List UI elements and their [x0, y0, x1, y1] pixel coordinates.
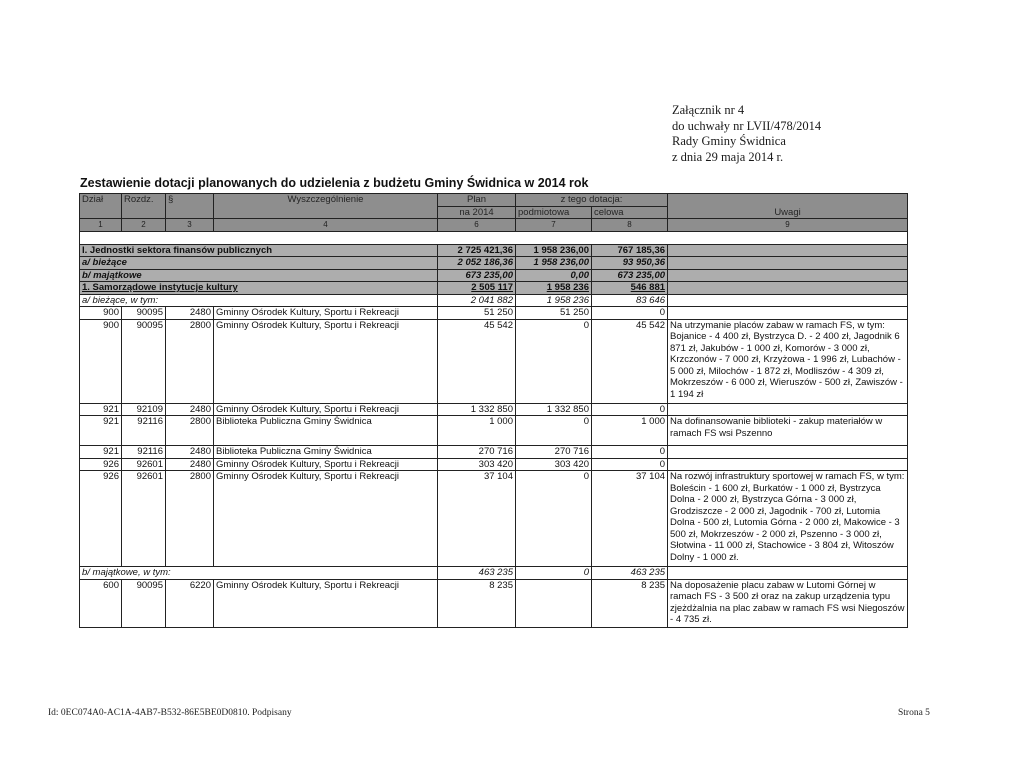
cell-podmiotowa: 270 716	[516, 446, 592, 459]
section-row	[80, 282, 908, 295]
header-dzial: Dział	[80, 194, 122, 219]
cell-uwagi: Na rozwój infrastruktury sportowej w ramach FS, w tym: Boleścin - 1 600 zł, Burkatów - 1 000 zł, Bystrzyca Dolna - 2 000 zł, Bystrzyca Górna - 3 000 zł, Grodziszcze - 2 000 zł, Jagodnik - 700 zł, Lutomia Dolna - 500 zł, Lutomia Górna - 2 000 zł, Makowice - 3 500 zł, Mokrzeszów - 2 000 zł, Pszenno - 3 000 zł, Słotwina - 11 000 zł, Stachowice - 3 804 zł, Witoszów Dolny - 1 000 zł.	[668, 471, 908, 567]
cell-name: Biblioteka Publiczna Gminy Świdnica	[214, 416, 438, 446]
table-row	[80, 446, 908, 459]
cell-rozdz: 90095	[122, 579, 166, 627]
cell-uwagi	[668, 458, 908, 471]
summary-row-biezace	[80, 257, 908, 270]
cell-name: Gminny Ośrodek Kultury, Sportu i Rekreacji	[214, 307, 438, 320]
table-row	[80, 319, 908, 403]
subsection-label: a/ bieżące, w tym:	[80, 294, 438, 307]
cell-rozdz: 92601	[122, 471, 166, 567]
cell-rozdz: 90095	[122, 319, 166, 403]
header-plan-year: na 2014	[438, 206, 516, 219]
col-num: 9	[668, 219, 908, 232]
cell-plan: 1 332 850	[438, 403, 516, 416]
summary-celowa: 93 950,36	[592, 257, 668, 270]
section-uwagi	[668, 282, 908, 295]
document-title: Zestawienie dotacji planowanych do udzielenia z budżetu Gminy Świdnica w 2014 rok	[80, 176, 589, 190]
header-podmiotowa: podmiotowa	[516, 206, 592, 219]
cell-celowa: 0	[592, 403, 668, 416]
table-row	[80, 458, 908, 471]
subsidy-table	[79, 193, 908, 628]
cell-podmiotowa	[516, 579, 592, 627]
summary-celowa: 767 185,36	[592, 244, 668, 257]
cell-plan: 45 542	[438, 319, 516, 403]
cell-uwagi: Na dofinansowanie biblioteki - zakup materiałów w ramach FS wsi Pszenno	[668, 416, 908, 446]
cell-podmiotowa: 303 420	[516, 458, 592, 471]
cell-uwagi	[668, 403, 908, 416]
cell-uwagi: Na doposażenie placu zabaw w Lutomi Górnej w ramach FS - 3 500 zł oraz na zakup urządzenia typu zjeżdżalnia na plac zabaw w ramach FS wsi Niegoszów - 4 735 zł.	[668, 579, 908, 627]
subsection-uwagi	[668, 294, 908, 307]
table-row	[80, 307, 908, 320]
cell-paragraf: 2480	[166, 403, 214, 416]
subsection-uwagi	[668, 567, 908, 580]
cell-paragraf: 2800	[166, 416, 214, 446]
summary-label: a/ bieżące	[80, 257, 438, 270]
summary-podmiotowa: 0,00	[516, 269, 592, 282]
cell-celowa: 37 104	[592, 471, 668, 567]
annex-resolution: do uchwały nr LVII/478/2014	[672, 118, 822, 133]
table-row	[80, 403, 908, 416]
cell-plan: 37 104	[438, 471, 516, 567]
subsection-podmiotowa: 0	[516, 567, 592, 580]
col-num: 3	[166, 219, 214, 232]
cell-rozdz: 90095	[122, 307, 166, 320]
annex-date: z dnia 29 maja 2014 r.	[672, 149, 784, 164]
cell-plan: 8 235	[438, 579, 516, 627]
cell-celowa: 8 235	[592, 579, 668, 627]
cell-name: Biblioteka Publiczna Gminy Świdnica	[214, 446, 438, 459]
subsection-celowa: 83 646	[592, 294, 668, 307]
summary-plan: 2 725 421,36	[438, 244, 516, 257]
cell-uwagi	[668, 307, 908, 320]
col-num: 2	[122, 219, 166, 232]
cell-rozdz: 92116	[122, 416, 166, 446]
cell-name: Gminny Ośrodek Kultury, Sportu i Rekreacji	[214, 319, 438, 403]
subsection-podmiotowa: 1 958 236	[516, 294, 592, 307]
cell-podmiotowa: 0	[516, 416, 592, 446]
subsection-a-row	[80, 294, 908, 307]
cell-plan: 1 000	[438, 416, 516, 446]
cell-podmiotowa: 1 332 850	[516, 403, 592, 416]
cell-celowa: 0	[592, 307, 668, 320]
cell-uwagi: Na utrzymanie placów zabaw w ramach FS, w tym: Bojanice - 4 400 zł, Bystrzyca D. - 2 400 zł, Jagodnik 6 871 zł, Jakubów - 1 000 zł, Komorów - 3 000 zł, Krzczonów - 7 000 zł, Krzyżowa - 1 996 zł, Lubachów - 5 000 zł, Milochów - 1 872 zł, Modliszów - 4 309 zł, Mokrzeszów - 6 000 zł, Wieruszów - 500 zł, Zawiszów - 1 194 zł	[668, 319, 908, 403]
cell-plan: 303 420	[438, 458, 516, 471]
cell-dzial: 900	[80, 319, 122, 403]
cell-name: Gminny Ośrodek Kultury, Sportu i Rekreacji	[214, 471, 438, 567]
table-row	[80, 471, 908, 567]
cell-paragraf: 6220	[166, 579, 214, 627]
cell-podmiotowa: 0	[516, 319, 592, 403]
cell-dzial: 926	[80, 471, 122, 567]
summary-uwagi	[668, 257, 908, 270]
table-row	[80, 416, 908, 446]
annex-header	[672, 103, 821, 165]
subsection-celowa: 463 235	[592, 567, 668, 580]
cell-podmiotowa: 51 250	[516, 307, 592, 320]
cell-dzial: 926	[80, 458, 122, 471]
header-row-1	[80, 194, 908, 207]
cell-celowa: 0	[592, 458, 668, 471]
cell-rozdz: 92601	[122, 458, 166, 471]
cell-uwagi	[668, 446, 908, 459]
summary-plan: 2 052 186,36	[438, 257, 516, 270]
col-num: 7	[516, 219, 592, 232]
cell-name: Gminny Ośrodek Kultury, Sportu i Rekreacji	[214, 458, 438, 471]
cell-rozdz: 92109	[122, 403, 166, 416]
cell-name: Gminny Ośrodek Kultury, Sportu i Rekreacji	[214, 579, 438, 627]
spacer-row	[80, 231, 908, 244]
cell-dzial: 921	[80, 416, 122, 446]
cell-celowa: 45 542	[592, 319, 668, 403]
subsection-b-row	[80, 567, 908, 580]
cell-paragraf: 2480	[166, 458, 214, 471]
subsection-plan: 463 235	[438, 567, 516, 580]
col-num: 1	[80, 219, 122, 232]
summary-uwagi	[668, 269, 908, 282]
header-rozdz: Rozdz.	[122, 194, 166, 219]
cell-paragraf: 2800	[166, 319, 214, 403]
cell-celowa: 0	[592, 446, 668, 459]
cell-plan: 270 716	[438, 446, 516, 459]
cell-podmiotowa: 0	[516, 471, 592, 567]
col-num: 8	[592, 219, 668, 232]
section-plan: 2 505 117	[438, 282, 516, 295]
summary-label: I. Jednostki sektora finansów publicznych	[80, 244, 438, 257]
header-z-tego: z tego dotacja:	[516, 194, 668, 207]
page-number: Strona 5	[898, 708, 930, 718]
cell-dzial: 900	[80, 307, 122, 320]
cell-dzial: 921	[80, 446, 122, 459]
subsection-label: b/ majątkowe, w tym:	[80, 567, 438, 580]
summary-podmiotowa: 1 958 236,00	[516, 257, 592, 270]
summary-podmiotowa: 1 958 236,00	[516, 244, 592, 257]
header-wyszczegolnienie: Wyszczególnienie	[214, 194, 438, 219]
cell-rozdz: 92116	[122, 446, 166, 459]
header-plan: Plan	[438, 194, 516, 207]
document-id: Id: 0EC074A0-AC1A-4AB7-B532-86E5BE0D0810. Podpisany	[48, 708, 292, 718]
annex-number: Załącznik nr 4	[672, 103, 745, 117]
cell-paragraf: 2480	[166, 307, 214, 320]
summary-plan: 673 235,00	[438, 269, 516, 282]
col-num: 4	[214, 219, 438, 232]
cell-paragraf: 2800	[166, 471, 214, 567]
header-celowa: celowa	[592, 206, 668, 219]
summary-label: b/ majątkowe	[80, 269, 438, 282]
cell-plan: 51 250	[438, 307, 516, 320]
section-label: 1. Samorządowe instytucje kultury	[80, 282, 438, 295]
header-paragraf: §	[166, 194, 214, 219]
subsection-plan: 2 041 882	[438, 294, 516, 307]
section-celowa: 546 881	[592, 282, 668, 295]
section-podmiotowa: 1 958 236	[516, 282, 592, 295]
column-number-row	[80, 219, 908, 232]
cell-dzial: 921	[80, 403, 122, 416]
header-uwagi: Uwagi	[668, 194, 908, 219]
summary-row-total	[80, 244, 908, 257]
col-num: 6	[438, 219, 516, 232]
table-row	[80, 579, 908, 627]
cell-name: Gminny Ośrodek Kultury, Sportu i Rekreacji	[214, 403, 438, 416]
cell-celowa: 1 000	[592, 416, 668, 446]
summary-row-majatkowe	[80, 269, 908, 282]
cell-paragraf: 2480	[166, 446, 214, 459]
annex-council: Rady Gminy Świdnica	[672, 134, 786, 148]
summary-celowa: 673 235,00	[592, 269, 668, 282]
summary-uwagi	[668, 244, 908, 257]
cell-dzial: 600	[80, 579, 122, 627]
